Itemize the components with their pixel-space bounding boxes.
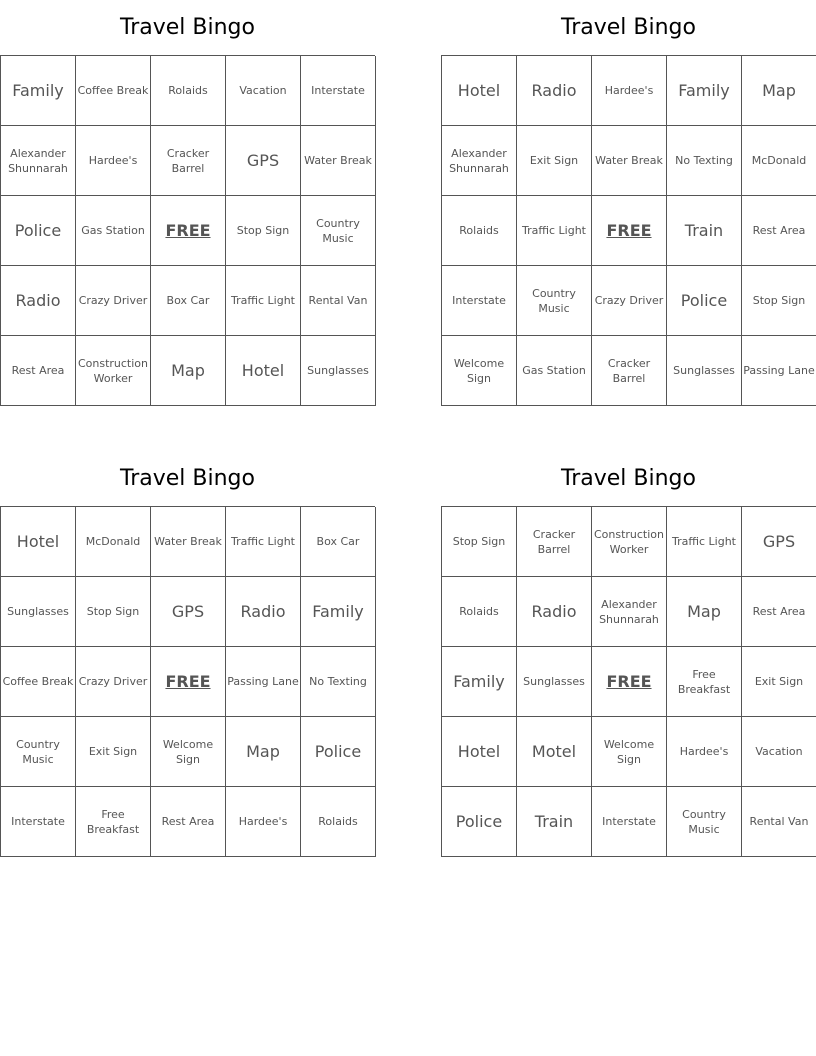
bingo-cell: Crazy Driver	[76, 647, 151, 717]
bingo-cell: Traffic Light	[226, 266, 301, 336]
bingo-cell: Rest Area	[151, 787, 226, 857]
bingo-cell: GPS	[151, 577, 226, 647]
bingo-grid	[441, 506, 816, 857]
bingo-cell: Gas Station	[76, 196, 151, 266]
bingo-cell: Family	[1, 56, 76, 126]
bingo-cell: Radio	[1, 266, 76, 336]
free-space-cell: FREE	[592, 196, 667, 266]
bingo-cell: Stop Sign	[742, 266, 816, 336]
bingo-cell: Stop Sign	[442, 507, 517, 577]
bingo-cell: Motel	[517, 717, 592, 787]
bingo-card-2	[441, 0, 816, 406]
bingo-cell: Interstate	[442, 266, 517, 336]
bingo-cell: Interstate	[1, 787, 76, 857]
bingo-cell: Interstate	[301, 56, 376, 126]
bingo-cell: Police	[301, 717, 376, 787]
bingo-cell: GPS	[226, 126, 301, 196]
bingo-cell: Family	[301, 577, 376, 647]
bingo-cell: Welcome Sign	[442, 336, 517, 406]
bingo-cell: Gas Station	[517, 336, 592, 406]
bingo-cell: Water Break	[151, 507, 226, 577]
bingo-cell: Welcome Sign	[151, 717, 226, 787]
bingo-cell: Rest Area	[1, 336, 76, 406]
bingo-cell: Coffee Break	[1, 647, 76, 717]
bingo-cell: Sunglasses	[301, 336, 376, 406]
bingo-cell: Rolaids	[151, 56, 226, 126]
bingo-cell: Rest Area	[742, 196, 816, 266]
free-space-cell: FREE	[151, 196, 226, 266]
bingo-card-1	[0, 0, 375, 406]
bingo-cell: Box Car	[151, 266, 226, 336]
bingo-cell: Police	[667, 266, 742, 336]
bingo-card-3	[0, 451, 375, 857]
bingo-cell: Hardee's	[76, 126, 151, 196]
bingo-cell: Vacation	[742, 717, 816, 787]
bingo-cell: Stop Sign	[226, 196, 301, 266]
bingo-cell: Crazy Driver	[76, 266, 151, 336]
bingo-cell: Sunglasses	[517, 647, 592, 717]
bingo-cell: Country Music	[667, 787, 742, 857]
bingo-cell: Country Music	[1, 717, 76, 787]
bingo-cell: Train	[517, 787, 592, 857]
bingo-cell: Sunglasses	[667, 336, 742, 406]
bingo-cell: Country Music	[301, 196, 376, 266]
bingo-cell: Sunglasses	[1, 577, 76, 647]
bingo-cell: Rolaids	[442, 577, 517, 647]
bingo-cell: Passing Lane	[226, 647, 301, 717]
bingo-cell: Hardee's	[667, 717, 742, 787]
bingo-cell: Hardee's	[226, 787, 301, 857]
bingo-cell: Map	[151, 336, 226, 406]
free-space-cell: FREE	[592, 647, 667, 717]
bingo-cell: Box Car	[301, 507, 376, 577]
bingo-cell: Rolaids	[442, 196, 517, 266]
bingo-cell: Exit Sign	[76, 717, 151, 787]
bingo-cell: Passing Lane	[742, 336, 816, 406]
bingo-cell: Police	[1, 196, 76, 266]
bingo-cell: Traffic Light	[226, 507, 301, 577]
bingo-cell: Country Music	[517, 266, 592, 336]
bingo-cell: Water Break	[592, 126, 667, 196]
bingo-cell: McDonald	[76, 507, 151, 577]
bingo-cell: Radio	[517, 56, 592, 126]
bingo-cell: Map	[667, 577, 742, 647]
bingo-cell: Cracker Barrel	[592, 336, 667, 406]
bingo-cell: Rest Area	[742, 577, 816, 647]
bingo-cell: Construction Worker	[76, 336, 151, 406]
bingo-cell: Welcome Sign	[592, 717, 667, 787]
card-title: Travel Bingo	[561, 466, 696, 491]
bingo-cell: Rental Van	[301, 266, 376, 336]
bingo-cell: Traffic Light	[517, 196, 592, 266]
bingo-cell: Free Breakfast	[76, 787, 151, 857]
bingo-cell: Rental Van	[742, 787, 816, 857]
bingo-cell: Traffic Light	[667, 507, 742, 577]
bingo-cell: Construction Worker	[592, 507, 667, 577]
bingo-cell: Exit Sign	[517, 126, 592, 196]
bingo-cell: Hotel	[1, 507, 76, 577]
bingo-cell: Interstate	[592, 787, 667, 857]
bingo-cell: Rolaids	[301, 787, 376, 857]
bingo-cell: Hotel	[442, 717, 517, 787]
bingo-grid	[0, 506, 375, 857]
bingo-cell: Police	[442, 787, 517, 857]
bingo-cell: Alexander Shunnarah	[442, 126, 517, 196]
card-title: Travel Bingo	[120, 15, 255, 40]
bingo-cell: No Texting	[301, 647, 376, 717]
bingo-cell: Family	[442, 647, 517, 717]
bingo-cell: Coffee Break	[76, 56, 151, 126]
bingo-cell: Hardee's	[592, 56, 667, 126]
bingo-cell: Hotel	[442, 56, 517, 126]
bingo-grid	[441, 55, 816, 406]
bingo-cell: Radio	[517, 577, 592, 647]
bingo-cell: McDonald	[742, 126, 816, 196]
bingo-cell: Radio	[226, 577, 301, 647]
bingo-cell: Crazy Driver	[592, 266, 667, 336]
bingo-cell: Train	[667, 196, 742, 266]
bingo-cell: Water Break	[301, 126, 376, 196]
card-title: Travel Bingo	[561, 15, 696, 40]
bingo-cell: Exit Sign	[742, 647, 816, 717]
card-title: Travel Bingo	[120, 466, 255, 491]
bingo-cell: GPS	[742, 507, 816, 577]
bingo-cell: Free Breakfast	[667, 647, 742, 717]
bingo-cell: Family	[667, 56, 742, 126]
bingo-cell: Alexander Shunnarah	[592, 577, 667, 647]
bingo-cell: Alexander Shunnarah	[1, 126, 76, 196]
bingo-cell: Hotel	[226, 336, 301, 406]
bingo-cell: Cracker Barrel	[517, 507, 592, 577]
bingo-cell: Map	[742, 56, 816, 126]
bingo-card-4	[441, 451, 816, 857]
bingo-cell: Map	[226, 717, 301, 787]
bingo-cell: Cracker Barrel	[151, 126, 226, 196]
bingo-cell: Vacation	[226, 56, 301, 126]
bingo-grid	[0, 55, 375, 406]
bingo-cell: No Texting	[667, 126, 742, 196]
free-space-cell: FREE	[151, 647, 226, 717]
bingo-cell: Stop Sign	[76, 577, 151, 647]
